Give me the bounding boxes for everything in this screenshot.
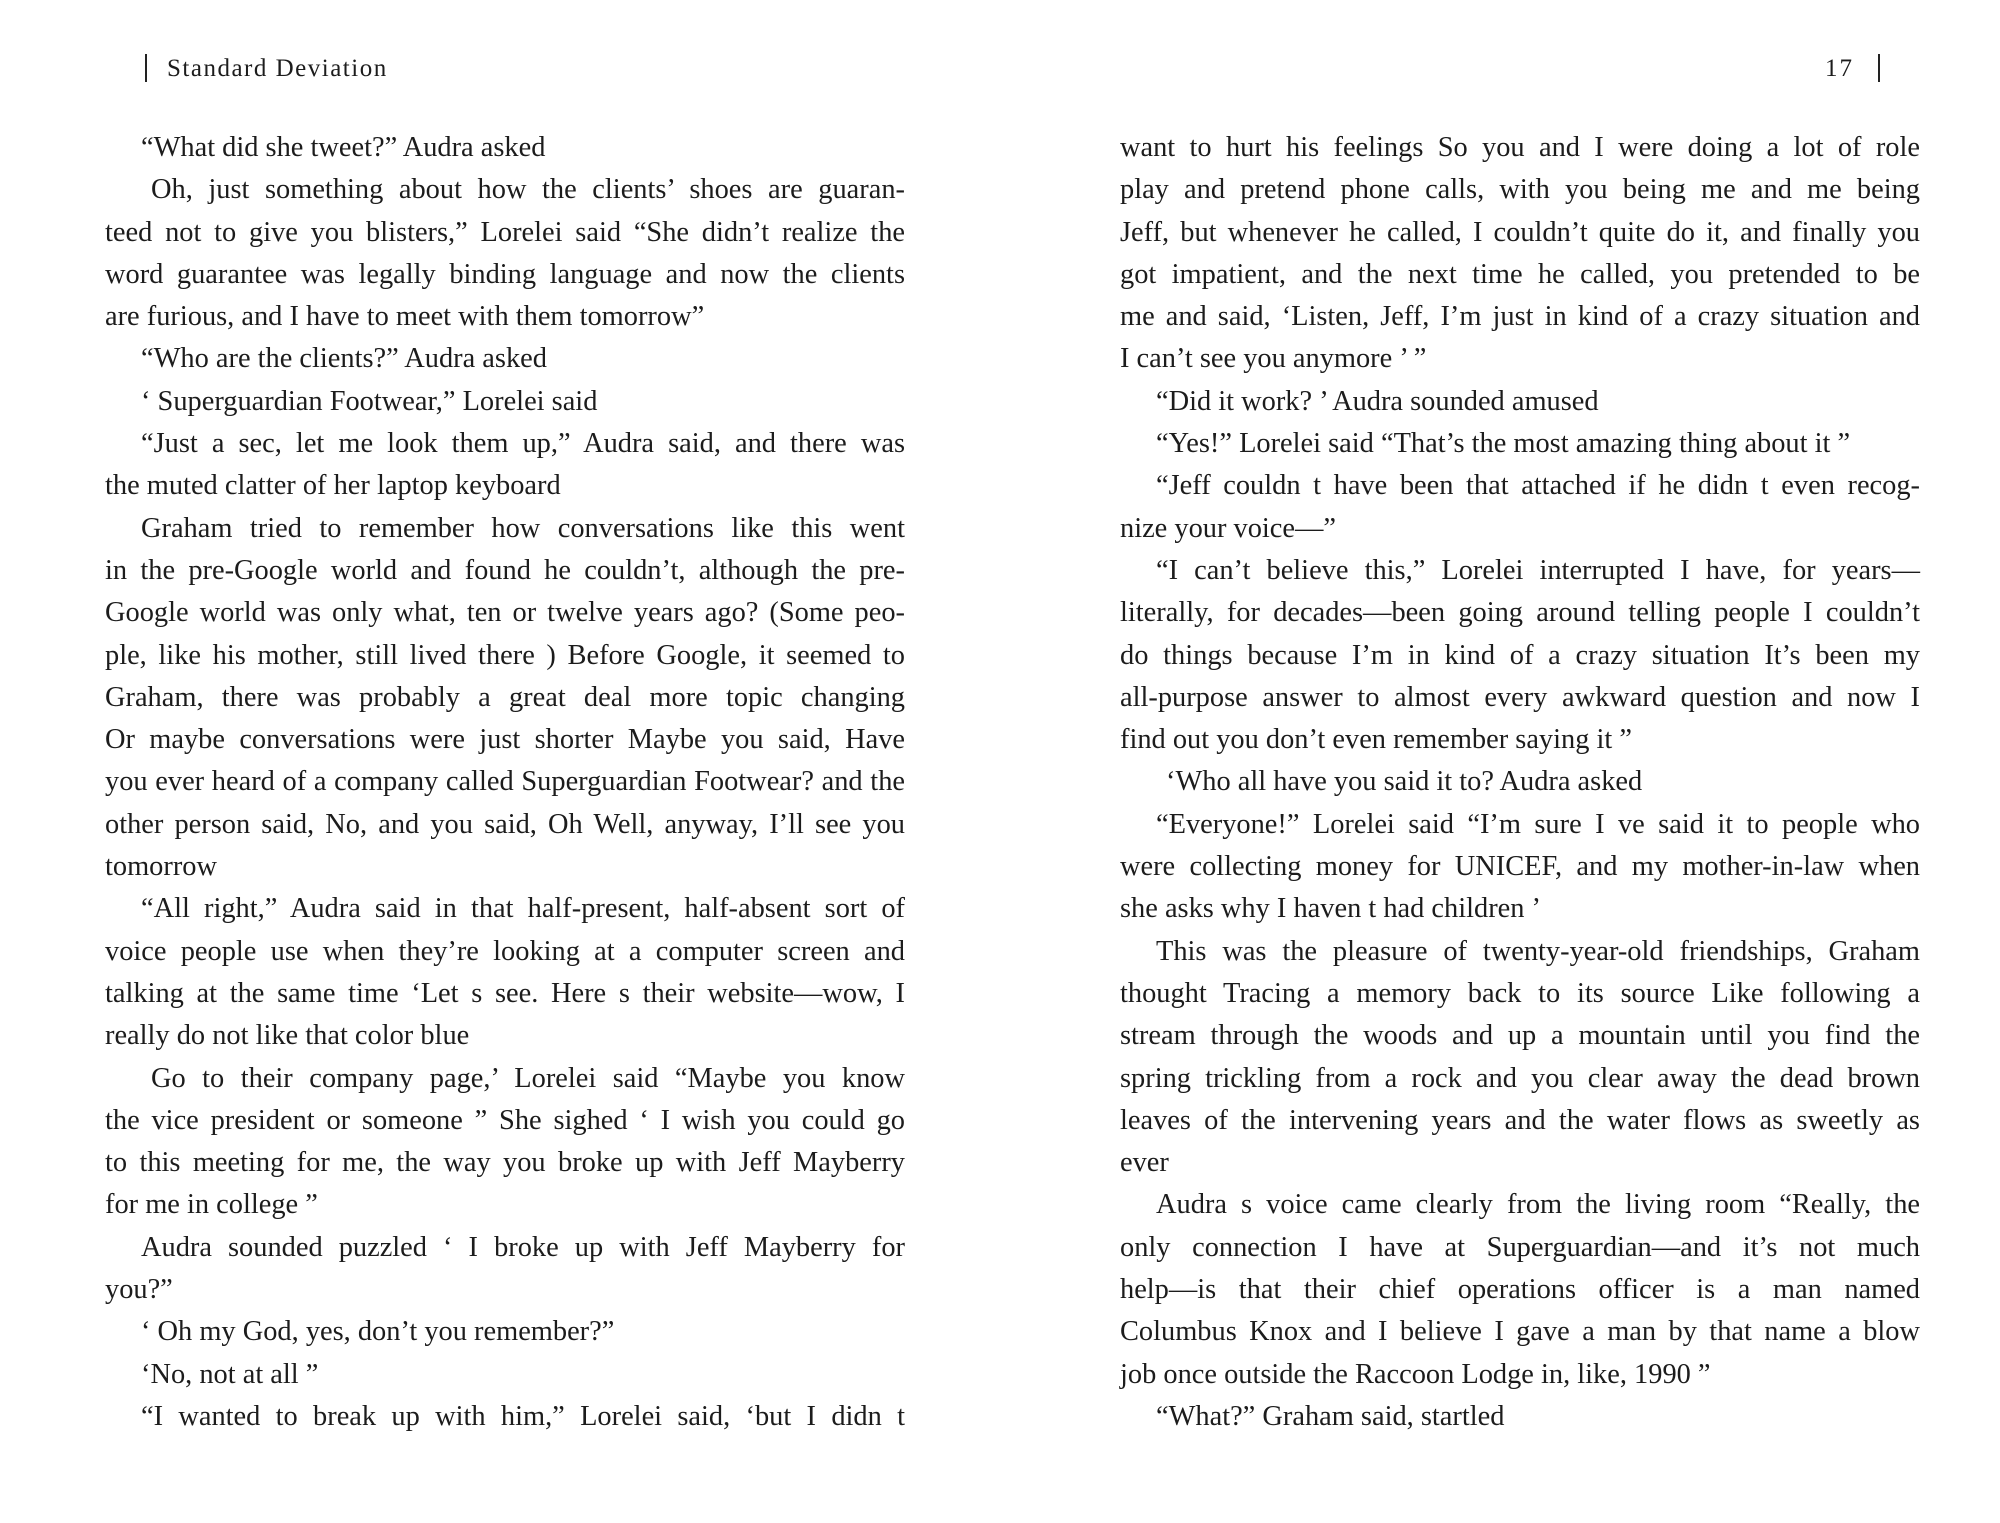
text-line: the muted clatter of her laptop keyboard [105, 470, 561, 502]
page-number: 17 [1825, 55, 1854, 82]
text-line: she asks why I haven t had children ’ [1120, 893, 1542, 925]
text-line: ‘No, not at all ” [141, 1358, 319, 1390]
text-line: are furious, and I have to meet with them tomorrow” [105, 301, 705, 333]
text-line: Columbus Knox and I believe I gave a man by that name a blow [1120, 1316, 1920, 1348]
text-line: got impatient, and the next time he called, you pretended to be [1120, 258, 1920, 290]
text-line: want to hurt his feelings So you and I were doing a lot of role [1120, 132, 1920, 163]
text-line: really do not like that color blue [105, 1020, 470, 1052]
right-page [1000, 0, 2000, 1523]
text-line: “What did she tweet?” Audra asked [141, 132, 546, 163]
text-line: the vice president or someone ” She sighed ‘ I wish you could go [105, 1104, 905, 1136]
text-line: all-purpose answer to almost every awkward question and now I [1120, 681, 1920, 713]
text-line: “I can’t believe this,” Lorelei interrupted I have, for years— [1156, 554, 1920, 586]
text-line: for me in college ” [105, 1189, 318, 1221]
text-line: other person said, No, and you said, Oh Well, anyway, I’ll see you [105, 808, 905, 840]
header-rule [1878, 54, 1880, 82]
text-line: thought Tracing a memory back to its source Like following a [1120, 977, 1920, 1009]
right-page-body [1120, 127, 1920, 1438]
text-line: “What?” Graham said, startled [1156, 1400, 1505, 1432]
text-line: talking at the same time ‘Let s see. Here s their website—wow, I [105, 977, 905, 1009]
text-line: in the pre-Google world and found he couldn’t, although the pre- [105, 554, 905, 586]
text-line: ‘ Oh my God, yes, don’t you remember?” [141, 1316, 615, 1348]
text-line: play and pretend phone calls, with you being me and me being [1120, 174, 1920, 206]
text-line: Audra s voice came clearly from the living room “Really, the [1156, 1189, 1920, 1221]
text-line: Audra sounded puzzled ‘ I broke up with Jeff Mayberry for [141, 1231, 905, 1263]
text-line: “Did it work? ’ Audra sounded amused [1156, 385, 1599, 417]
text-line: nize your voice—” [1120, 512, 1336, 544]
text-line: ‘Who all have you said it to? Audra asked [1166, 766, 1643, 798]
text-line: find out you don’t even remember saying it ” [1120, 724, 1632, 756]
text-line: word guarantee was legally binding language and now the clients [105, 258, 905, 290]
text-line: “Everyone!” Lorelei said “I’m sure I ve said it to people who [1156, 808, 1920, 840]
text-line: This was the pleasure of twenty-year-old friendships, Graham [1156, 935, 1920, 967]
text-line: voice people use when they’re looking at a computer screen and [105, 935, 905, 967]
text-line: Jeff, but whenever he called, I couldn’t quite do it, and finally you [1120, 216, 1920, 248]
text-line: “Jeff couldn t have been that attached if he didn t even recog- [1156, 470, 1920, 502]
text-line: tomorrow [105, 851, 217, 883]
text-line: teed not to give you blisters,” Lorelei said “She didn’t realize the [105, 216, 905, 248]
header-rule [145, 54, 147, 82]
text-line: were collecting money for UNICEF, and my mother-in-law when [1120, 851, 1920, 883]
text-line: Or maybe conversations were just shorter Maybe you said, Have [105, 724, 905, 756]
text-line: help—is that their chief operations officer is a man named [1120, 1274, 1920, 1306]
text-line: to this meeting for me, the way you broke up with Jeff Mayberry [105, 1147, 905, 1179]
left-page-body [105, 127, 905, 1438]
text-line: you?” [105, 1274, 173, 1306]
text-line: ‘ Superguardian Footwear,” Lorelei said [141, 385, 598, 417]
text-line: me and said, ‘Listen, Jeff, I’m just in kind of a crazy situation and [1120, 301, 1920, 333]
text-line: “Yes!” Lorelei said “That’s the most amazing thing about it ” [1156, 428, 1851, 460]
text-line: you ever heard of a company called Superguardian Footwear? and the [105, 766, 905, 798]
text-line: ple, like his mother, still lived there ) Before Google, it seemed to [105, 639, 905, 671]
text-line: literally, for decades—been going around telling people I couldn’t [1120, 597, 1920, 629]
text-line: leaves of the intervening years and the water flows as sweetly as [1120, 1104, 1920, 1136]
text-line: Oh, just something about how the clients’ shoes are guaran- [151, 174, 905, 206]
text-line: Graham tried to remember how conversations like this went [141, 512, 905, 544]
text-line: “Who are the clients?” Audra asked [141, 343, 547, 375]
text-line: do things because I’m in kind of a crazy situation It’s been my [1120, 639, 1920, 671]
text-line: I can’t see you anymore ’ ” [1120, 343, 1427, 375]
left-page [0, 0, 980, 1523]
text-line: Go to their company page,’ Lorelei said “Maybe you know [151, 1062, 905, 1094]
text-line: “I wanted to break up with him,” Lorelei said, ‘but I didn t [141, 1400, 905, 1432]
text-line: job once outside the Raccoon Lodge in, like, 1990 ” [1120, 1358, 1711, 1390]
text-line: “All right,” Audra said in that half-present, half-absent sort of [141, 893, 905, 925]
text-line: Google world was only what, ten or twelve years ago? (Some peo- [105, 597, 905, 629]
running-head [145, 52, 388, 86]
text-line: ever [1120, 1147, 1169, 1179]
text-line: spring trickling from a rock and you clear away the dead brown [1120, 1062, 1920, 1094]
page-number-header [1825, 52, 1880, 86]
running-head-title: Standard Deviation [167, 55, 388, 82]
text-line: Graham, there was probably a great deal more topic changing [105, 681, 905, 713]
text-line: stream through the woods and up a mountain until you find the [1120, 1020, 1920, 1052]
text-line: only connection I have at Superguardian—and it’s not much [1120, 1231, 1920, 1263]
text-line: “Just a sec, let me look them up,” Audra said, and there was [141, 428, 905, 460]
